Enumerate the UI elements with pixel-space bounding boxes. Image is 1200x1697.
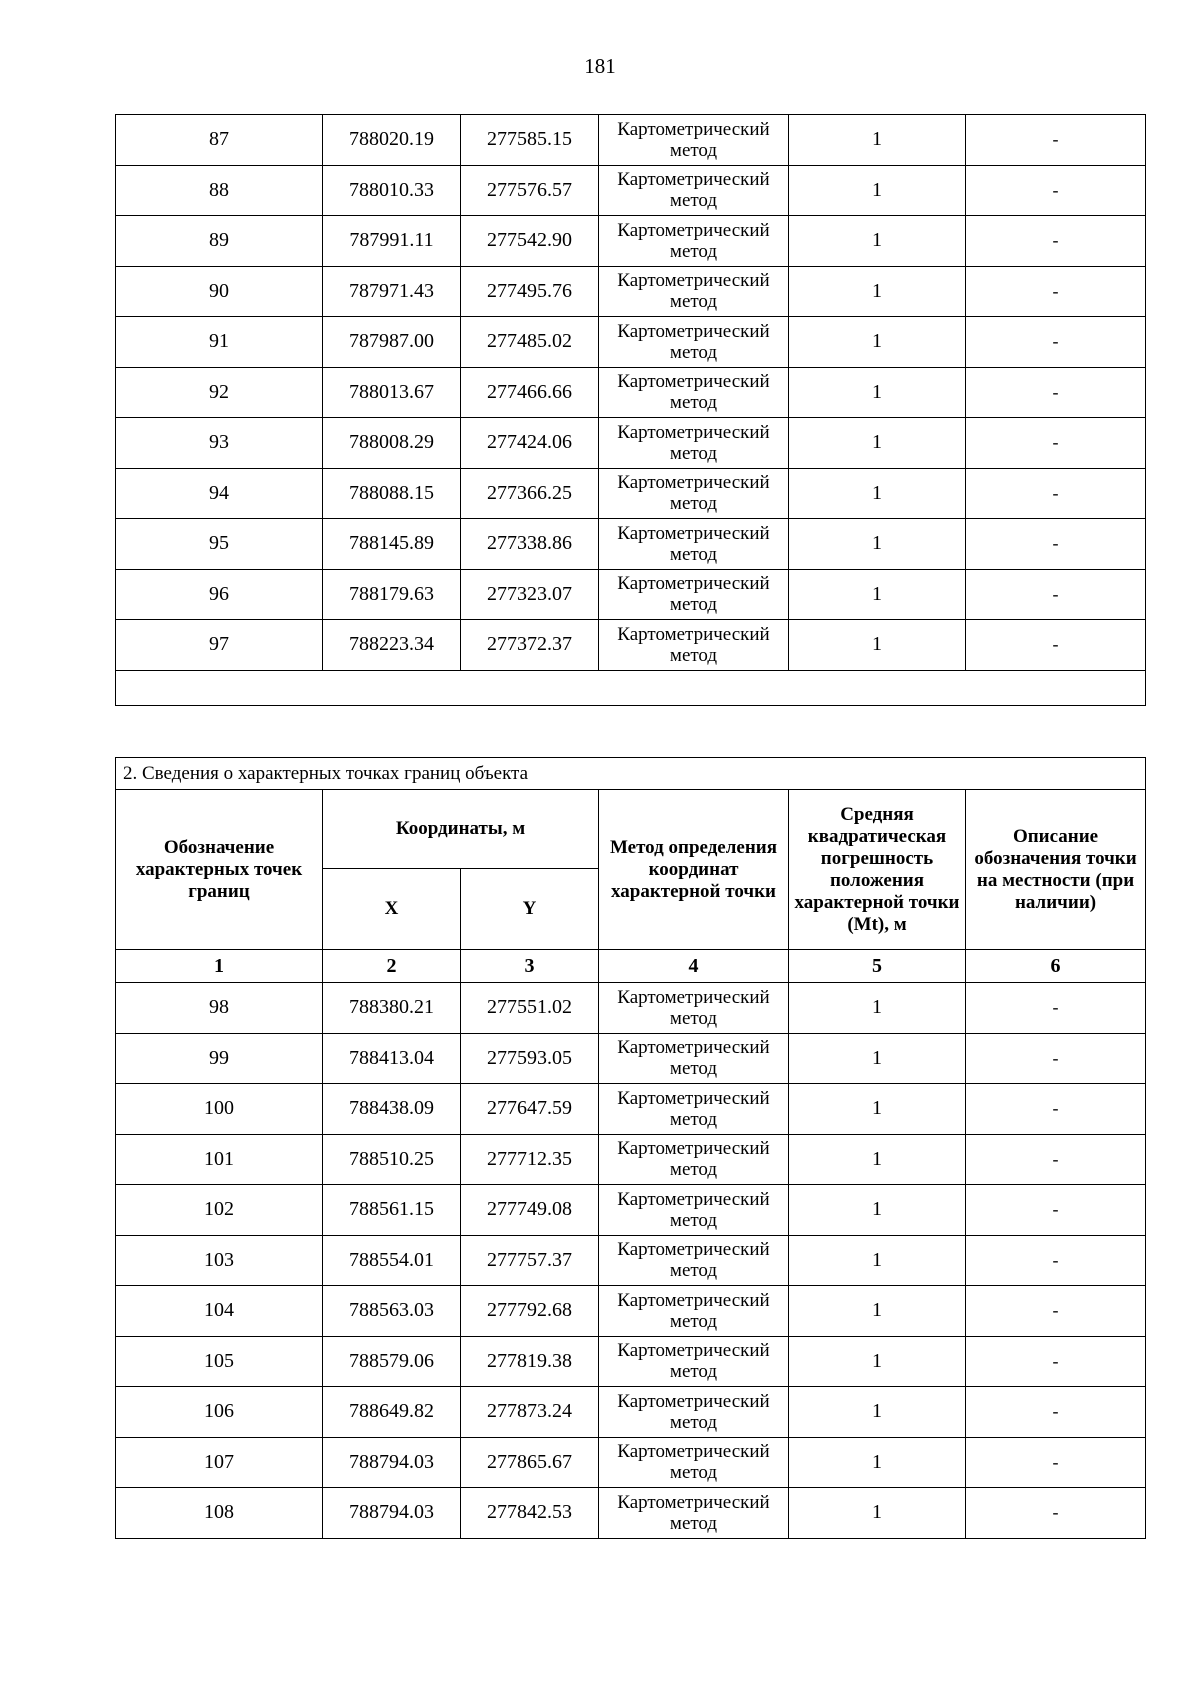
y-coordinate-cell: 277366.25: [461, 468, 599, 519]
error-cell: 1: [789, 1387, 966, 1438]
error-cell: 1: [789, 1286, 966, 1337]
x-coordinate-cell: 787991.11: [323, 216, 461, 267]
table-row: [116, 983, 1146, 1034]
error-cell: 1: [789, 367, 966, 418]
y-coordinate-cell: 277819.38: [461, 1336, 599, 1387]
description-cell: -: [966, 165, 1146, 216]
method-cell: Картометрический метод: [599, 1185, 789, 1236]
description-cell: -: [966, 1185, 1146, 1236]
description-cell: -: [966, 468, 1146, 519]
table-row: [116, 1488, 1146, 1539]
table2-body: [116, 983, 1146, 1539]
description-cell: -: [966, 1033, 1146, 1084]
point-cell: 88: [116, 165, 323, 216]
method-cell: Картометрический метод: [599, 115, 789, 166]
description-cell: -: [966, 569, 1146, 620]
error-cell: 1: [789, 1033, 966, 1084]
point-cell: 99: [116, 1033, 323, 1084]
error-cell: 1: [789, 317, 966, 368]
description-cell: -: [966, 1336, 1146, 1387]
method-cell: Картометрический метод: [599, 216, 789, 267]
description-cell: -: [966, 367, 1146, 418]
table-row: [116, 165, 1146, 216]
table-row: [116, 418, 1146, 469]
error-cell: 1: [789, 1437, 966, 1488]
table-row: [116, 1387, 1146, 1438]
error-cell: 1: [789, 1134, 966, 1185]
x-coordinate-cell: 788179.63: [323, 569, 461, 620]
point-cell: 100: [116, 1084, 323, 1135]
error-cell: 1: [789, 569, 966, 620]
point-cell: 96: [116, 569, 323, 620]
error-cell: 1: [789, 266, 966, 317]
method-cell: Картометрический метод: [599, 569, 789, 620]
method-cell: Картометрический метод: [599, 983, 789, 1034]
method-cell: Картометрический метод: [599, 1134, 789, 1185]
error-cell: 1: [789, 1185, 966, 1236]
y-coordinate-cell: 277585.15: [461, 115, 599, 166]
point-cell: 89: [116, 216, 323, 267]
y-coordinate-cell: 277842.53: [461, 1488, 599, 1539]
table-row: [116, 1084, 1146, 1135]
column-number: 1: [116, 950, 323, 983]
point-cell: 90: [116, 266, 323, 317]
table-row: [116, 1286, 1146, 1337]
x-coordinate-cell: 788145.89: [323, 519, 461, 570]
description-cell: -: [966, 1235, 1146, 1286]
method-cell: Картометрический метод: [599, 519, 789, 570]
y-coordinate-cell: 277372.37: [461, 620, 599, 671]
y-coordinate-cell: 277495.76: [461, 266, 599, 317]
description-cell: -: [966, 1084, 1146, 1135]
point-cell: 93: [116, 418, 323, 469]
description-cell: -: [966, 1387, 1146, 1438]
error-cell: 1: [789, 165, 966, 216]
table2-header: [116, 758, 1146, 983]
y-coordinate-cell: 277485.02: [461, 317, 599, 368]
error-cell: 1: [789, 1084, 966, 1135]
x-coordinate-cell: 788020.19: [323, 115, 461, 166]
x-coordinate-cell: 788561.15: [323, 1185, 461, 1236]
method-cell: Картометрический метод: [599, 1437, 789, 1488]
table-row: [116, 317, 1146, 368]
description-cell: -: [966, 317, 1146, 368]
table-row: [116, 1437, 1146, 1488]
x-coordinate-cell: 788579.06: [323, 1336, 461, 1387]
y-coordinate-cell: 277757.37: [461, 1235, 599, 1286]
table-row: [116, 266, 1146, 317]
empty-cell: [116, 670, 1146, 705]
coordinates-table-continued: [115, 114, 1146, 706]
table-row: [116, 569, 1146, 620]
description-cell: -: [966, 266, 1146, 317]
table-row: [116, 519, 1146, 570]
y-coordinate-cell: 277593.05: [461, 1033, 599, 1084]
y-coordinate-cell: 277542.90: [461, 216, 599, 267]
method-cell: Картометрический метод: [599, 1387, 789, 1438]
error-cell: 1: [789, 983, 966, 1034]
x-coordinate-cell: 788088.15: [323, 468, 461, 519]
description-cell: -: [966, 1437, 1146, 1488]
column-number: 2: [323, 950, 461, 983]
header-method: Метод определения координат характерной точки: [599, 790, 789, 950]
header-x: X: [323, 869, 461, 950]
y-coordinate-cell: 277712.35: [461, 1134, 599, 1185]
x-coordinate-cell: 788563.03: [323, 1286, 461, 1337]
method-cell: Картометрический метод: [599, 1084, 789, 1135]
x-coordinate-cell: 788223.34: [323, 620, 461, 671]
section-title: 2. Сведения о характерных точках границ объекта: [116, 758, 1146, 790]
header-y: Y: [461, 869, 599, 950]
table-row: [116, 620, 1146, 671]
x-coordinate-cell: 788510.25: [323, 1134, 461, 1185]
column-number: 3: [461, 950, 599, 983]
method-cell: Картометрический метод: [599, 418, 789, 469]
y-coordinate-cell: 277749.08: [461, 1185, 599, 1236]
error-cell: 1: [789, 216, 966, 267]
x-coordinate-cell: 788010.33: [323, 165, 461, 216]
error-cell: 1: [789, 418, 966, 469]
x-coordinate-cell: 787987.00: [323, 317, 461, 368]
method-cell: Картометрический метод: [599, 317, 789, 368]
table-row: [116, 216, 1146, 267]
point-cell: 104: [116, 1286, 323, 1337]
method-cell: Картометрический метод: [599, 1286, 789, 1337]
point-cell: 97: [116, 620, 323, 671]
table-row: [116, 1336, 1146, 1387]
column-number: 5: [789, 950, 966, 983]
description-cell: -: [966, 519, 1146, 570]
x-coordinate-cell: 788438.09: [323, 1084, 461, 1135]
header-error: Средняя квадратическая погрешность положения характерной точки (Mt), м: [789, 790, 966, 950]
y-coordinate-cell: 277647.59: [461, 1084, 599, 1135]
y-coordinate-cell: 277792.68: [461, 1286, 599, 1337]
empty-row: [116, 670, 1146, 705]
point-cell: 91: [116, 317, 323, 368]
y-coordinate-cell: 277551.02: [461, 983, 599, 1034]
method-cell: Картометрический метод: [599, 620, 789, 671]
column-number: 6: [966, 950, 1146, 983]
method-cell: Картометрический метод: [599, 1235, 789, 1286]
point-cell: 95: [116, 519, 323, 570]
description-cell: -: [966, 1488, 1146, 1539]
method-cell: Картометрический метод: [599, 1033, 789, 1084]
x-coordinate-cell: 788554.01: [323, 1235, 461, 1286]
point-cell: 98: [116, 983, 323, 1034]
point-cell: 106: [116, 1387, 323, 1438]
point-cell: 105: [116, 1336, 323, 1387]
y-coordinate-cell: 277865.67: [461, 1437, 599, 1488]
x-coordinate-cell: 788649.82: [323, 1387, 461, 1438]
table-row: [116, 1185, 1146, 1236]
table-row: [116, 1235, 1146, 1286]
x-coordinate-cell: 787971.43: [323, 266, 461, 317]
method-cell: Картометрический метод: [599, 468, 789, 519]
description-cell: -: [966, 216, 1146, 267]
point-cell: 102: [116, 1185, 323, 1236]
error-cell: 1: [789, 468, 966, 519]
x-coordinate-cell: 788794.03: [323, 1437, 461, 1488]
description-cell: -: [966, 418, 1146, 469]
page-number: 181: [584, 54, 616, 78]
error-cell: 1: [789, 620, 966, 671]
point-cell: 92: [116, 367, 323, 418]
x-coordinate-cell: 788380.21: [323, 983, 461, 1034]
boundary-points-table: [115, 757, 1146, 1539]
x-coordinate-cell: 788013.67: [323, 367, 461, 418]
description-cell: -: [966, 983, 1146, 1034]
y-coordinate-cell: 277338.86: [461, 519, 599, 570]
y-coordinate-cell: 277323.07: [461, 569, 599, 620]
point-cell: 107: [116, 1437, 323, 1488]
y-coordinate-cell: 277576.57: [461, 165, 599, 216]
header-designation: Обозначение характерных точек границ: [116, 790, 323, 950]
x-coordinate-cell: 788413.04: [323, 1033, 461, 1084]
point-cell: 94: [116, 468, 323, 519]
point-cell: 87: [116, 115, 323, 166]
point-cell: 103: [116, 1235, 323, 1286]
column-number: 4: [599, 950, 789, 983]
x-coordinate-cell: 788008.29: [323, 418, 461, 469]
method-cell: Картометрический метод: [599, 1336, 789, 1387]
method-cell: Картометрический метод: [599, 266, 789, 317]
y-coordinate-cell: 277873.24: [461, 1387, 599, 1438]
description-cell: -: [966, 115, 1146, 166]
table-row: [116, 367, 1146, 418]
header-description: Описание обозначения точки на местности (при наличии): [966, 790, 1146, 950]
x-coordinate-cell: 788794.03: [323, 1488, 461, 1539]
table-row: [116, 1134, 1146, 1185]
error-cell: 1: [789, 1235, 966, 1286]
error-cell: 1: [789, 1488, 966, 1539]
table-row: [116, 1033, 1146, 1084]
point-cell: 108: [116, 1488, 323, 1539]
header-coordinates: Координаты, м: [323, 790, 599, 869]
error-cell: 1: [789, 115, 966, 166]
description-cell: -: [966, 1286, 1146, 1337]
table-row: [116, 468, 1146, 519]
method-cell: Картометрический метод: [599, 1488, 789, 1539]
method-cell: Картометрический метод: [599, 165, 789, 216]
method-cell: Картометрический метод: [599, 367, 789, 418]
table1-body: [116, 115, 1146, 706]
y-coordinate-cell: 277424.06: [461, 418, 599, 469]
error-cell: 1: [789, 1336, 966, 1387]
description-cell: -: [966, 1134, 1146, 1185]
description-cell: -: [966, 620, 1146, 671]
table-row: [116, 115, 1146, 166]
y-coordinate-cell: 277466.66: [461, 367, 599, 418]
point-cell: 101: [116, 1134, 323, 1185]
error-cell: 1: [789, 519, 966, 570]
